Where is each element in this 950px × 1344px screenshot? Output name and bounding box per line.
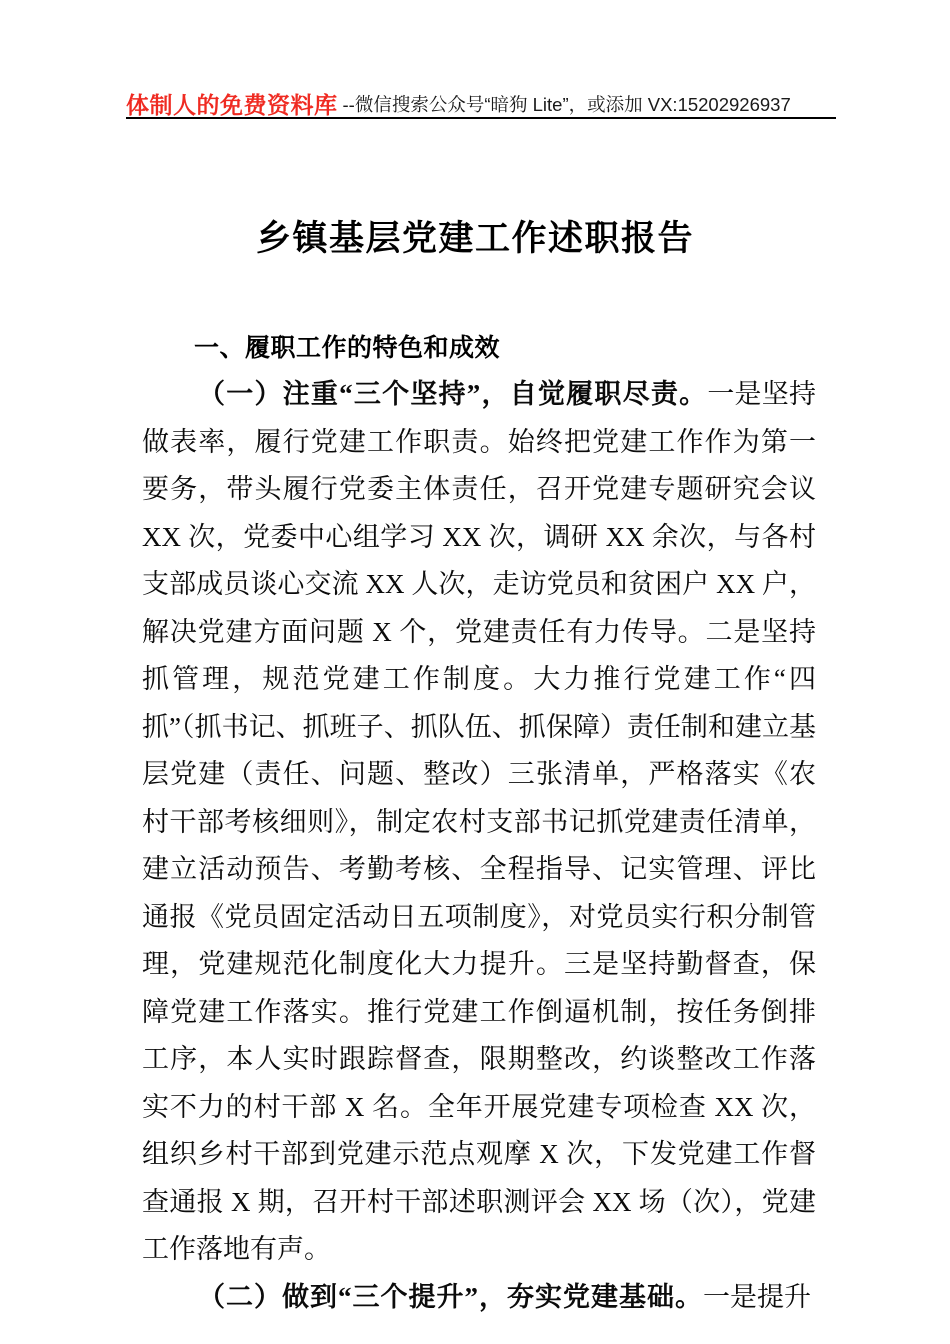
paragraph-2-lead: （二）做到“三个提升”，夯实党建基础。 (198, 1281, 703, 1312)
document-body (142, 326, 816, 1321)
page-title: 乡镇基层党建工作述职报告 (255, 219, 694, 258)
paragraph-1-text: 一是坚持做表率，履行党建工作职责。始终把党建工作作为第一要务，带头履行党委主体责任，召开党建专题研究会议 XX 次，党委中心组学习 XX 次，调研 XX 余次，与各村支部成员谈心交流 XX 人次，走访党员和贫困户 XX 户，解决党建方面问题 X 个，党建责任有力传导。二是坚持抓管理，规范党建工作制度。大力推行党建工作“四抓”（抓书记、抓班子、抓队伍、抓保障）责任制和建立基层党建（责任、问题、整改）三张清单，严格落实《农村干部考核细则》，制定农村支部书记抓党建责任清单，建立活动预告、考勤考核、全程指导、记实管理、评比通报《党员固定活动日五项制度》，对党员实行积分制管理，党建规范化制度化大力提升。三是坚持勤督查，保障党建工作落实。推行党建工作倒逼机制，按任务倒排工序，本人实时跟踪督查，限期整改，约谈整改工作落实不力的村干部 X 名。全年开展党建专项检查 XX 次，组织乡村干部到党建示范点观摩 X 次，下发党建工作督查通报 X 期，召开村干部述职测评会 XX 场（次），党建工作落地有声。 (142, 379, 817, 1264)
section-heading-1: 一、履职工作的特色和成效 (194, 334, 501, 362)
paragraph-2-text: 一是提升 (703, 1281, 811, 1312)
promo-header (126, 76, 838, 118)
paragraph-1 (142, 371, 816, 1274)
paragraph-2 (142, 1274, 816, 1322)
promo-brand-text: 体制人的免费资料库 (126, 92, 338, 118)
paragraph-1-lead: （一）注重“三个坚持”，自觉履职尽责。 (198, 379, 708, 409)
promo-contact-text: --微信搜索公众号“暗狗 Lite”，或添加 VX:15202926937 (342, 94, 791, 115)
header-divider (126, 117, 836, 119)
